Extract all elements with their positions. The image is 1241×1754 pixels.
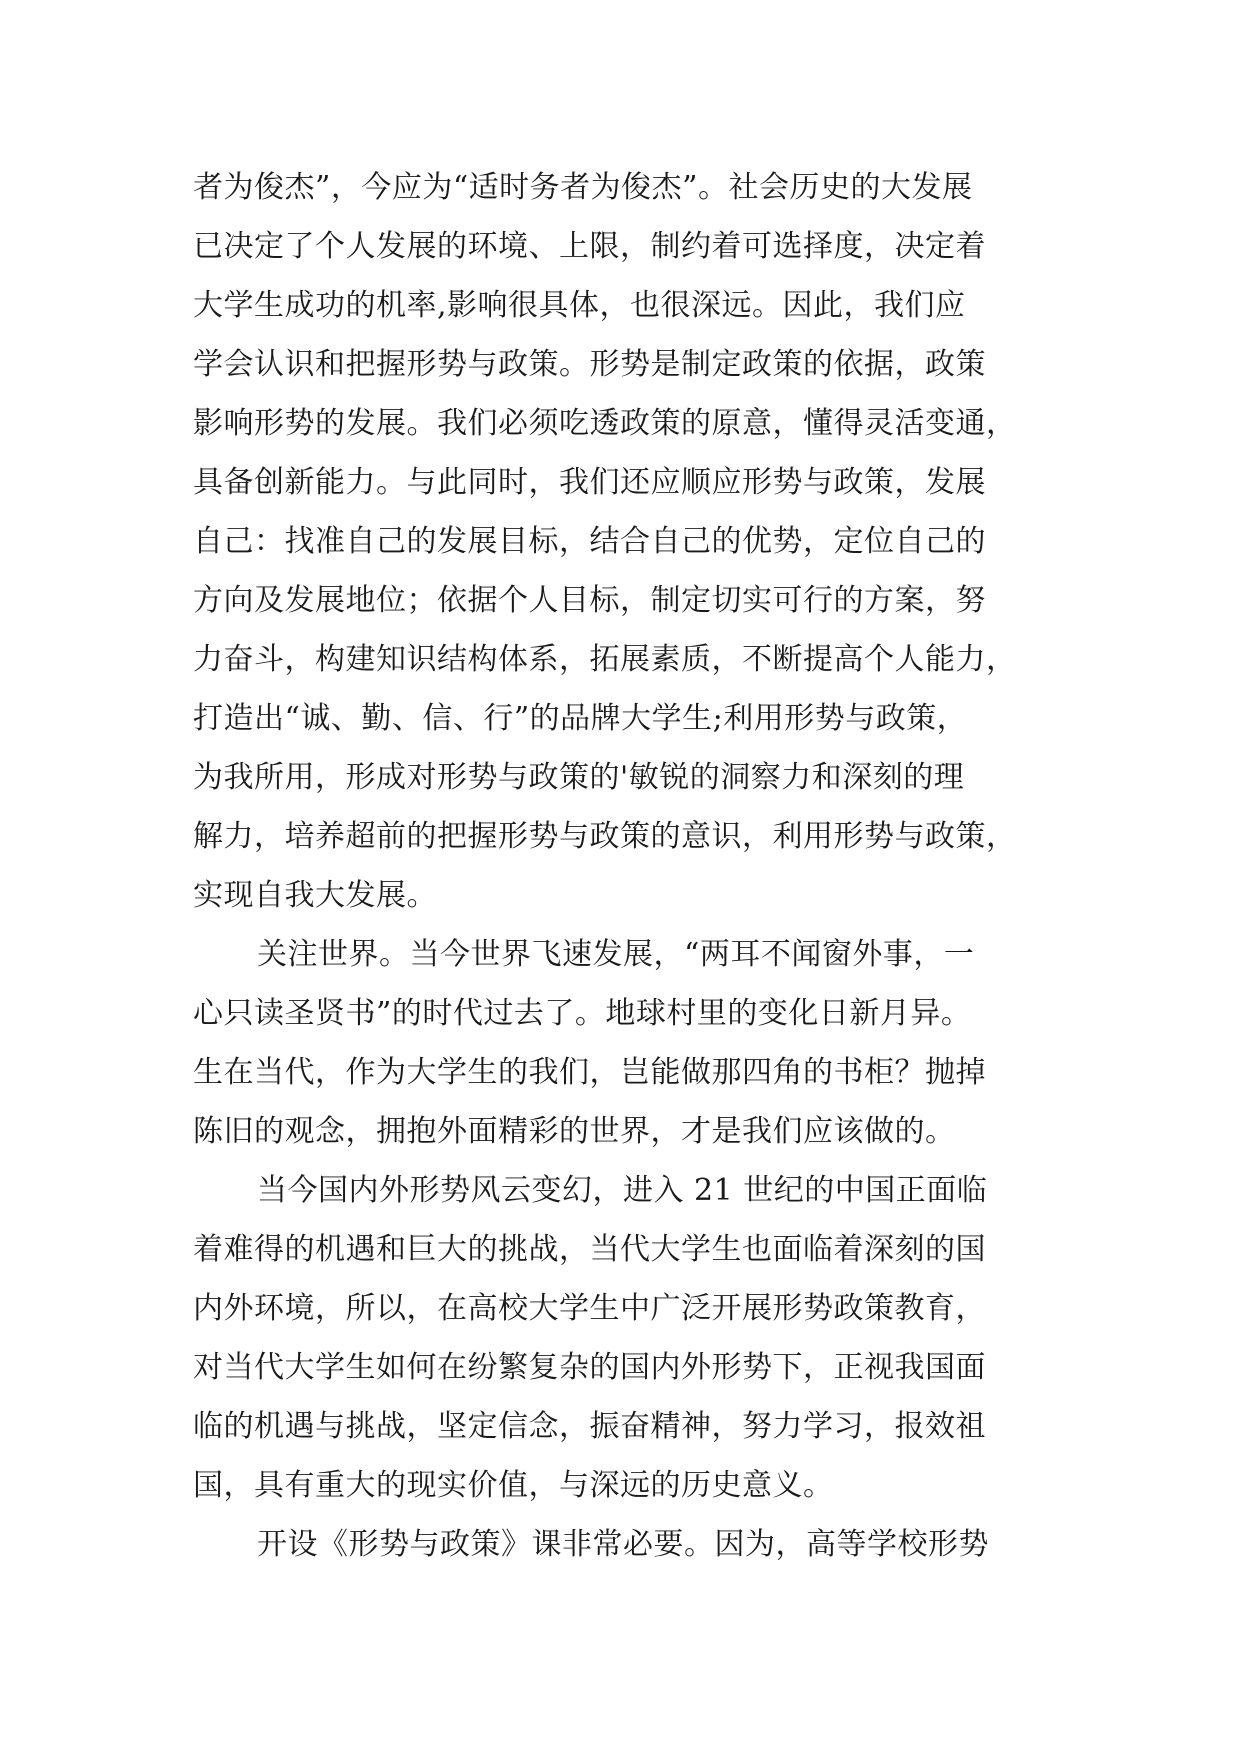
- text-line: 解力，培养超前的把握形势与政策的意识，利用形势与政策，: [193, 819, 1017, 854]
- text-line: 生在当代，作为大学生的我们，岂能做那四角的书柜？抛掉: [193, 1055, 986, 1090]
- text-line: 方向及发展地位；依据个人目标，制定切实可行的方案，努: [193, 583, 986, 618]
- text-line: 已决定了个人发展的环境、上限，制约着可选择度，决定着: [193, 229, 986, 264]
- text-line: 力奋斗，构建知识结构体系，拓展素质，不断提高个人能力，: [193, 642, 1017, 677]
- text-line: 为我所用，形成对形势与政策的'敏锐的洞察力和深刻的理: [193, 760, 965, 795]
- paragraph-first-line: 当今国内外形势风云变幻，进入 21 世纪的中国正面临: [257, 1173, 988, 1208]
- text-line: 内外环境，所以，在高校大学生中广泛开展形势政策教育，: [193, 1291, 986, 1326]
- text-line: 国，具有重大的现实价值，与深远的历史意义。: [193, 1468, 834, 1503]
- text-line: 自己：找准自己的发展目标，结合自己的优势，定位自己的: [193, 524, 986, 559]
- text-line: 着难得的机遇和巨大的挑战，当代大学生也面临着深刻的国: [193, 1232, 986, 1267]
- paragraph-first-line: 关注世界。当今世界飞速发展，“两耳不闻窗外事，一: [257, 937, 975, 972]
- body-text: [193, 158, 1053, 1574]
- text-line: 打造出“诚、勤、信、行”的品牌大学生;利用形势与政策，: [193, 701, 968, 736]
- text-line: 实现自我大发展。: [193, 878, 437, 913]
- text-line: 临的机遇与挑战，坚定信念，振奋精神，努力学习，报效祖: [193, 1409, 986, 1444]
- text-line: 影响形势的发展。我们必须吃透政策的原意，懂得灵活变通，: [193, 406, 1017, 441]
- text-line: 学会认识和把握形势与政策。形势是制定政策的依据，政策: [193, 347, 986, 382]
- paragraph-first-line: 开设《形势与政策》课非常必要。因为，高等学校形势: [257, 1527, 989, 1562]
- text-line: 具备创新能力。与此同时，我们还应顺应形势与政策，发展: [193, 465, 986, 500]
- text-line: 对当代大学生如何在纷繁复杂的国内外形势下，正视我国面: [193, 1350, 986, 1385]
- text-line: 心只读圣贤书”的时代过去了。地球村里的变化日新月异。: [193, 996, 972, 1031]
- text-line: 大学生成功的机率,影响很具体，也很深远。因此，我们应: [193, 288, 966, 323]
- text-line: 者为俊杰”，今应为“适时务者为俊杰”。社会历史的大发展: [193, 170, 973, 205]
- text-line: 陈旧的观念，拥抱外面精彩的世界，才是我们应该做的。: [193, 1114, 956, 1149]
